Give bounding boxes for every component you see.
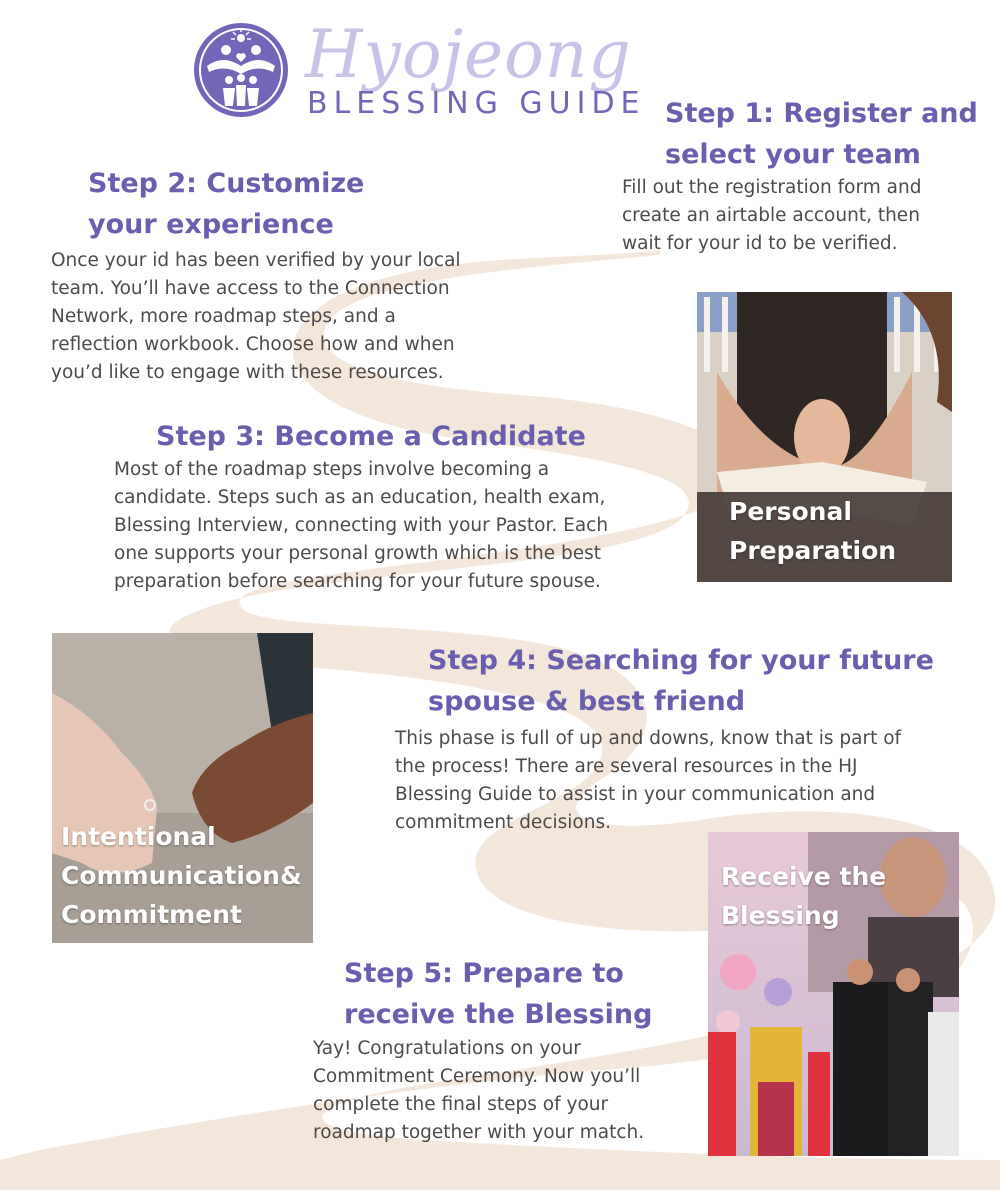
communication-caption-line-3: Commitment [61, 900, 242, 929]
step-1-body-line-1: Fill out the registration form and [622, 177, 922, 198]
step-1-title [665, 93, 978, 175]
step-3-body-line-5: preparation before searching for your future spouse. [114, 571, 601, 592]
logo-subtitle: BLESSING GUIDE [307, 86, 646, 121]
step-1-body [622, 174, 921, 258]
step-5-body-line-2: Commitment Ceremony. Now you’ll [313, 1066, 641, 1087]
step-3-body-line-3: Blessing Interview, connecting with your Pastor. Each [114, 515, 609, 536]
blessing-caption-line-1: Receive the [721, 862, 887, 891]
step-3-body [114, 456, 608, 596]
communication-caption-line-2: Communication& [61, 861, 302, 890]
step-2-body-line-3: Network, more roadmap steps, and a [51, 306, 396, 327]
step-4-body-line-1: This phase is full of up and downs, know that is part of [395, 728, 902, 749]
step-1-title-line-1: Step 1: Register and [665, 98, 978, 129]
personal-preparation-caption [729, 492, 896, 570]
step-5-title [344, 953, 652, 1035]
personal-caption-line-1: Personal [729, 497, 852, 526]
step-4-body-line-2: the process! There are several resources in the HJ [395, 756, 858, 777]
step-4-body-line-3: Blessing Guide to assist in your communication and [395, 784, 876, 805]
step-3-title [156, 416, 586, 457]
step-5-body-line-4: roadmap together with your match. [313, 1122, 645, 1143]
communication-caption-line-1: Intentional [61, 822, 216, 851]
intentional-communication-photo [52, 633, 313, 943]
step-3-title-line-1: Step 3: Become a Candidate [156, 421, 586, 452]
receive-blessing-photo [708, 832, 959, 1156]
intentional-communication-caption [61, 817, 302, 934]
step-2-body [51, 247, 461, 387]
step-5-body-line-3: complete the final steps of your [313, 1094, 609, 1115]
step-2-title-line-2: your experience [88, 209, 334, 240]
receive-blessing-caption [721, 857, 886, 935]
personal-preparation-photo [697, 292, 952, 582]
logo-script-text: Hyojeong [305, 16, 632, 93]
step-5-body [313, 1035, 644, 1147]
step-5-body-line-1: Yay! Congratulations on your [313, 1038, 581, 1059]
step-4-body [395, 725, 901, 837]
family-circle-logo-icon [193, 22, 289, 118]
step-1-body-line-3: wait for your id to be verified. [622, 233, 898, 254]
hyojeong-logo [193, 16, 646, 127]
step-2-body-line-1: Once your id has been verified by your local [51, 250, 461, 271]
step-1-title-line-2: select your team [665, 139, 921, 170]
step-4-title-line-2: spouse & best friend [428, 686, 746, 717]
step-1-body-line-2: create an airtable account, then [622, 205, 920, 226]
step-3-body-line-1: Most of the roadmap steps involve becoming a [114, 459, 550, 480]
step-2-title [88, 163, 364, 245]
step-4-title-line-1: Step 4: Searching for your future [428, 645, 934, 676]
step-2-body-line-4: reflection workbook. Choose how and when [51, 334, 455, 355]
step-5-title-line-2: receive the Blessing [344, 999, 653, 1030]
step-5-title-line-1: Step 5: Prepare to [344, 958, 624, 989]
step-2-body-line-5: you’d like to engage with these resources. [51, 362, 444, 383]
personal-caption-line-2: Preparation [729, 536, 897, 565]
step-3-body-line-4: one supports your personal growth which is the best [114, 543, 602, 564]
step-3-body-line-2: candidate. Steps such as an education, health exam, [114, 487, 606, 508]
step-4-title [428, 640, 934, 722]
step-4-body-line-4: commitment decisions. [395, 812, 611, 833]
step-2-body-line-2: team. You’ll have access to the Connection [51, 278, 450, 299]
step-2-title-line-1: Step 2: Customize [88, 168, 365, 199]
blessing-caption-line-2: Blessing [721, 901, 840, 930]
